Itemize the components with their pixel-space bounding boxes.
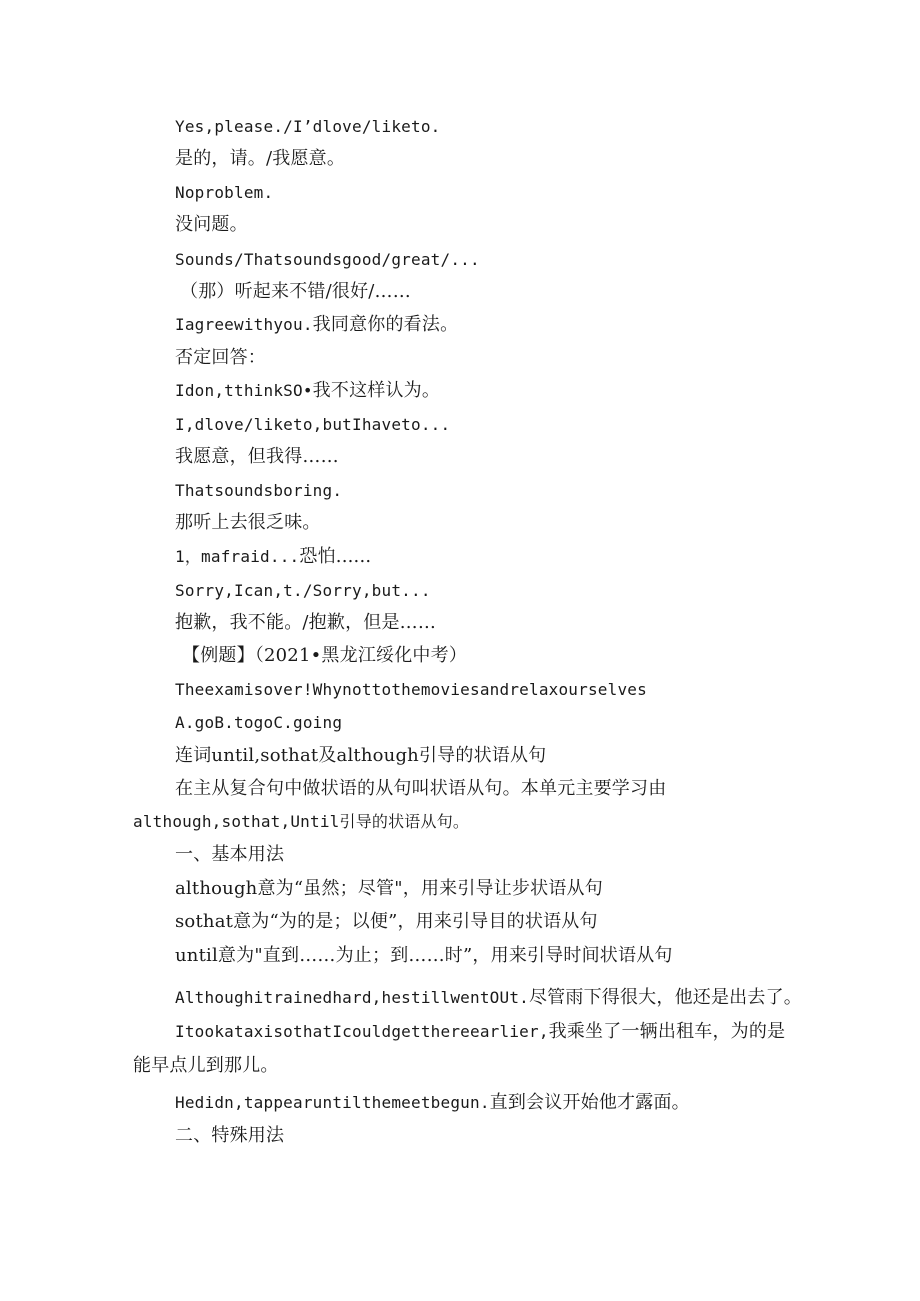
text-line [175,313,458,337]
text-line: Sorry,Ican,t./Sorry,but... [175,581,431,600]
text-segment: 直到会议开始他才露面。 [489,1092,690,1113]
text-line [175,986,802,1010]
text-line: 能早点儿到那儿。 [133,1055,279,1076]
text-line: 那听上去很乏味。 [175,512,321,533]
text-segment: 我同意你的看法。 [312,314,459,335]
text-line: 没问题。 [175,214,248,235]
text-segment: 我不这样认为。 [312,380,441,401]
text-line: （那）听起来不错/很好/…… [180,281,411,302]
text-line [175,379,440,403]
text-line: Noproblem. [175,183,274,202]
text-segment: Iagreewithyou. [175,315,313,334]
example-heading: 【例题】（2021•黑龙江绥化中考） [182,645,468,666]
text-segment: 尽管雨下得很大，他还是出去了。 [528,987,802,1008]
text-line: until意为"直到……为止；到……时”，用来引导时间状语从句 [175,945,673,966]
text-segment: ItookataxisothatIcouldgetthereearlier, [175,1022,549,1041]
text-line [175,545,371,569]
text-line: I,dlove/liketo,butIhaveto... [175,415,451,434]
text-line: Thatsoundsboring. [175,481,343,500]
text-line: 抱歉，我不能。/抱歉，但是…… [175,612,437,633]
text-line: Theexamisover!Whynottothemoviesandrelaxourselves [175,680,647,699]
text-line: although,sothat,Until引导的状语从句。 [133,812,470,831]
text-line: 否定回答： [175,347,266,368]
text-line [175,1020,785,1044]
text-line: A.goB.togoC.going [175,713,343,732]
text-line: 我愿意，但我得…… [175,446,339,467]
text-line: Yes,please./I’dlove/liketo. [175,117,441,136]
subsection-title: 一、基本用法 [175,844,285,865]
text-line: although意为“虽然；尽管"，用来引导让步状语从句 [175,878,603,899]
text-line [175,1091,690,1115]
text-segment: Idon,tthinkSO• [175,381,313,400]
text-line: 是的，请。/我愿意。 [175,148,346,169]
text-line: sothat意为“为的是；以便”，用来引导目的状语从句 [175,911,598,932]
text-segment: Althoughitrainedhard,hestillwentOUt. [175,988,529,1007]
section-title: 连词until,sothat及although引导的状语从句 [175,745,547,766]
text-segment: 恐怕...... [299,546,372,567]
text-line: 在主从复合句中做状语的从句叫状语从句。本单元主要学习由 [175,778,667,799]
subsection-title: 二、特殊用法 [175,1125,285,1146]
text-segment: 我乘坐了一辆出租车，为的是 [548,1021,786,1042]
text-line: Sounds/Thatsoundsgood/great/... [175,250,480,269]
text-segment: 1，mafraid... [175,547,300,566]
text-segment: Hedidn,tappearuntilthemeetbegun. [175,1093,490,1112]
